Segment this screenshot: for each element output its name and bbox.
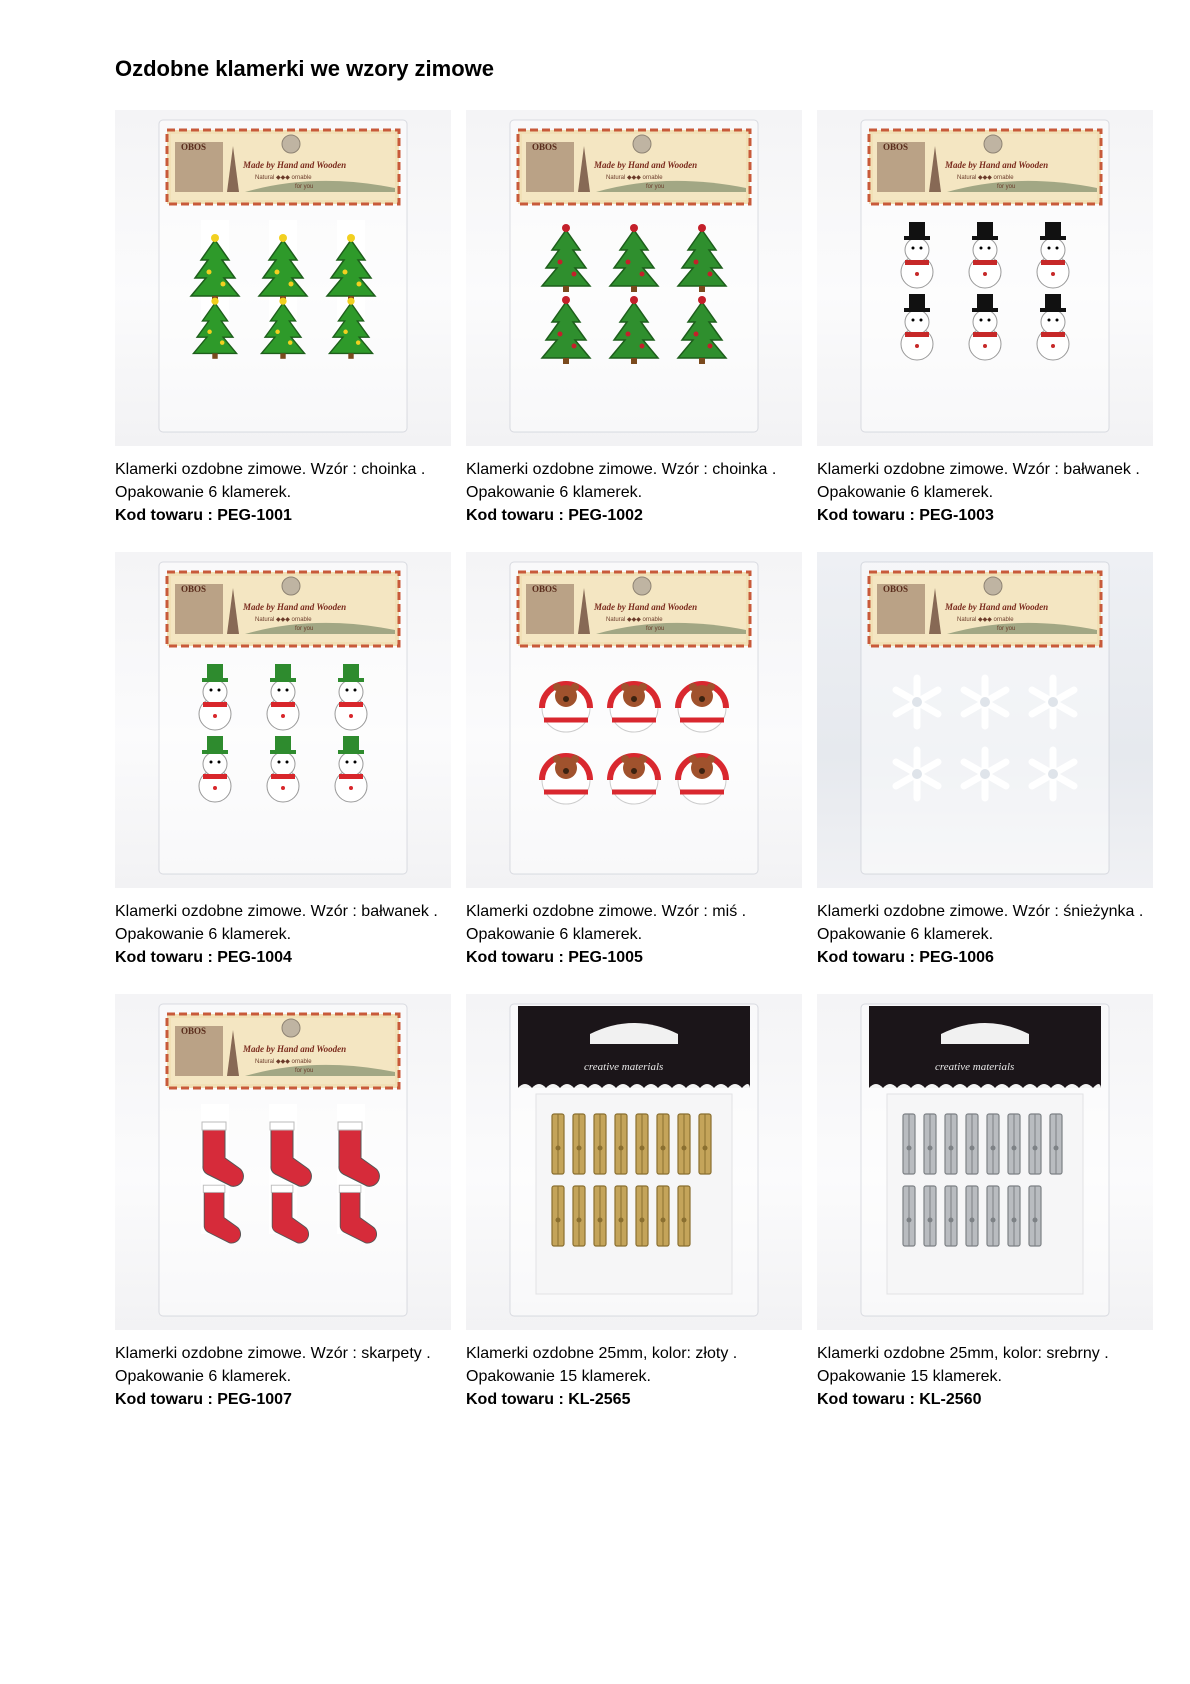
product-description: Klamerki ozdobne zimowe. Wzór : bałwanek . Opakowanie 6 klamerek. — [817, 461, 1140, 501]
product-photo-art — [115, 994, 451, 1330]
header-card — [167, 130, 399, 204]
product-card — [466, 994, 802, 1414]
svg-text:Natural ◆◆◆ ornable: Natural ◆◆◆ ornable — [957, 617, 1014, 623]
product-code: Kod towaru : KL-2560 — [817, 1391, 982, 1408]
product-card — [817, 994, 1153, 1414]
svg-text:OBOS: OBOS — [181, 584, 207, 594]
product-description: Klamerki ozdobne zimowe. Wzór : choinka . Opakowanie 6 klamerek. — [115, 461, 426, 501]
svg-text:for you: for you — [646, 184, 665, 190]
product-code: Kod towaru : PEG-1001 — [115, 507, 292, 524]
product-card — [466, 110, 802, 530]
product-photo — [817, 110, 1153, 446]
svg-text:Natural ◆◆◆ ornable: Natural ◆◆◆ ornable — [606, 617, 663, 623]
product-code: Kod towaru : PEG-1007 — [115, 1391, 292, 1408]
svg-text:for you: for you — [295, 626, 314, 632]
svg-text:Natural ◆◆◆ ornable: Natural ◆◆◆ ornable — [606, 175, 663, 181]
product-card — [115, 994, 451, 1414]
product-photo — [466, 552, 802, 888]
product-description: Klamerki ozdobne zimowe. Wzór : bałwanek . Opakowanie 6 klamerek. — [115, 903, 438, 943]
svg-text:OBOS: OBOS — [883, 584, 909, 594]
product-photo-art — [817, 110, 1153, 446]
product-caption — [817, 458, 1157, 527]
product-description: Klamerki ozdobne zimowe. Wzór : choinka . Opakowanie 6 klamerek. — [466, 461, 777, 501]
product-photo-art — [466, 994, 802, 1330]
svg-text:for you: for you — [997, 626, 1016, 632]
product-photo-art — [115, 552, 451, 888]
svg-text:creative materials: creative materials — [584, 1061, 664, 1073]
svg-text:OBOS: OBOS — [532, 142, 558, 152]
product-photo — [466, 994, 802, 1330]
product-caption — [115, 1342, 455, 1411]
product-grid — [115, 110, 1153, 1414]
product-card — [115, 110, 451, 530]
product-caption — [466, 1342, 806, 1411]
svg-text:creative materials: creative materials — [935, 1061, 1015, 1073]
product-caption — [115, 900, 455, 969]
product-photo — [115, 110, 451, 446]
svg-text:Natural ◆◆◆ ornable: Natural ◆◆◆ ornable — [957, 175, 1014, 181]
svg-text:Made by Hand and Wooden: Made by Hand and Wooden — [945, 602, 1049, 612]
product-photo — [466, 110, 802, 446]
svg-text:Made by Hand and Wooden: Made by Hand and Wooden — [594, 160, 698, 170]
product-description: Klamerki ozdobne zimowe. Wzór : miś . Opakowanie 6 klamerek. — [466, 903, 747, 943]
svg-text:Made by Hand and Wooden: Made by Hand and Wooden — [243, 160, 347, 170]
product-code: Kod towaru : PEG-1005 — [466, 949, 643, 966]
product-caption — [817, 1342, 1157, 1411]
svg-text:OBOS: OBOS — [181, 1026, 207, 1036]
product-code: Kod towaru : KL-2565 — [466, 1391, 631, 1408]
product-code: Kod towaru : PEG-1003 — [817, 507, 994, 524]
header-card — [167, 572, 399, 646]
product-description: Klamerki ozdobne zimowe. Wzór : skarpety . Opakowanie 6 klamerek. — [115, 1345, 431, 1385]
header-card — [518, 572, 750, 646]
product-description: Klamerki ozdobne zimowe. Wzór : śnieżynka . Opakowanie 6 klamerek. — [817, 903, 1144, 943]
product-code: Kod towaru : PEG-1006 — [817, 949, 994, 966]
svg-text:OBOS: OBOS — [883, 142, 909, 152]
svg-text:for you: for you — [295, 1068, 314, 1074]
product-photo — [817, 552, 1153, 888]
svg-text:OBOS: OBOS — [181, 142, 207, 152]
svg-text:Natural ◆◆◆ ornable: Natural ◆◆◆ ornable — [255, 1059, 312, 1065]
product-photo-art — [466, 110, 802, 446]
svg-text:Made by Hand and Wooden: Made by Hand and Wooden — [243, 1044, 347, 1054]
product-caption — [466, 900, 806, 969]
svg-text:for you: for you — [646, 626, 665, 632]
product-photo — [115, 994, 451, 1330]
product-description: Klamerki ozdobne 25mm, kolor: srebrny . Opakowanie 15 klamerek. — [817, 1345, 1109, 1385]
product-caption — [115, 458, 455, 527]
product-code: Kod towaru : PEG-1004 — [115, 949, 292, 966]
product-photo — [817, 994, 1153, 1330]
header-card — [869, 572, 1101, 646]
product-description: Klamerki ozdobne 25mm, kolor: złoty . Opakowanie 15 klamerek. — [466, 1345, 738, 1385]
svg-text:Made by Hand and Wooden: Made by Hand and Wooden — [243, 602, 347, 612]
svg-text:for you: for you — [295, 184, 314, 190]
header-card — [518, 130, 750, 204]
svg-text:for you: for you — [997, 184, 1016, 190]
svg-text:Made by Hand and Wooden: Made by Hand and Wooden — [945, 160, 1049, 170]
product-photo-art — [115, 110, 451, 446]
header-card — [167, 1014, 399, 1088]
svg-text:OBOS: OBOS — [532, 584, 558, 594]
product-photo — [115, 552, 451, 888]
product-caption — [466, 458, 806, 527]
page-title: Ozdobne klamerki we wzory zimowe — [115, 56, 494, 81]
header-card — [869, 130, 1101, 204]
product-photo-art — [817, 994, 1153, 1330]
product-card — [817, 110, 1153, 530]
svg-text:Natural ◆◆◆ ornable: Natural ◆◆◆ ornable — [255, 617, 312, 623]
svg-text:Natural ◆◆◆ ornable: Natural ◆◆◆ ornable — [255, 175, 312, 181]
product-card — [115, 552, 451, 972]
product-caption — [817, 900, 1157, 969]
product-code: Kod towaru : PEG-1002 — [466, 507, 643, 524]
product-photo-art — [466, 552, 802, 888]
svg-text:Made by Hand and Wooden: Made by Hand and Wooden — [594, 602, 698, 612]
product-photo-art — [817, 552, 1153, 888]
product-card — [466, 552, 802, 972]
product-card — [817, 552, 1153, 972]
